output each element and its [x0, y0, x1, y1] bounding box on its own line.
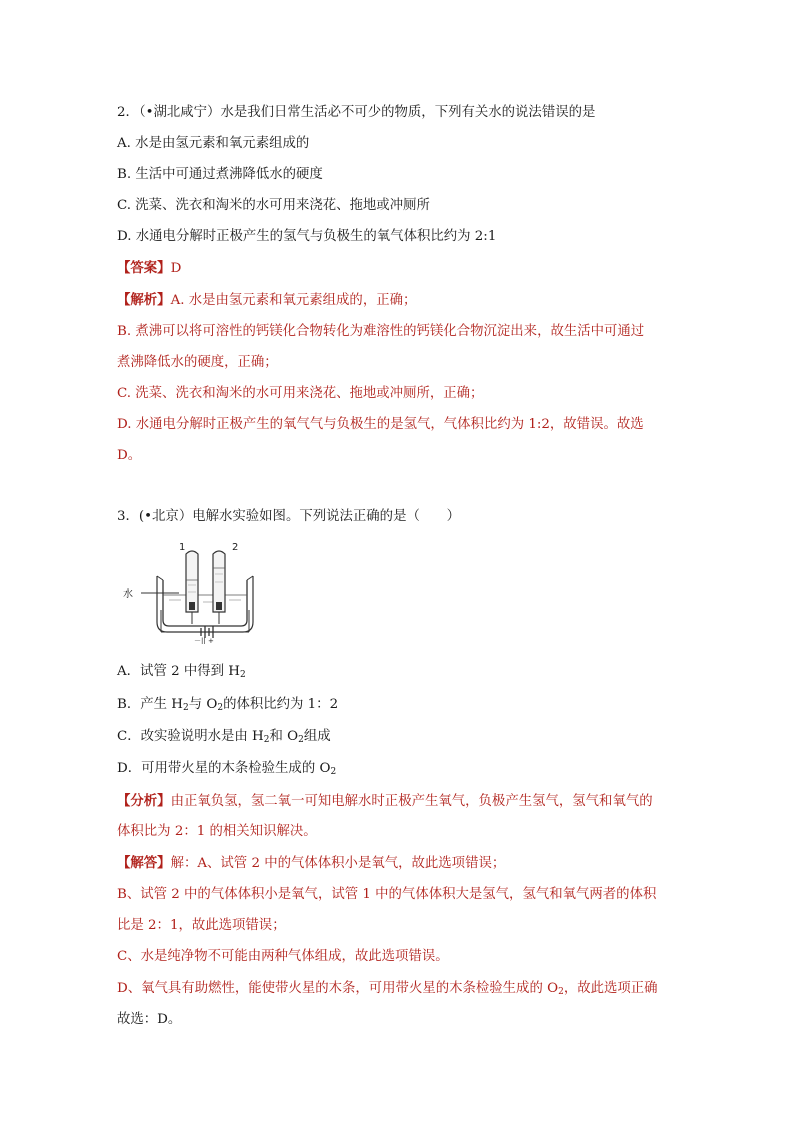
q3-option-c: [117, 727, 331, 750]
q3-option-c-suffix: 组成: [303, 729, 331, 744]
q3-option-b-mid: 与 O: [188, 697, 218, 712]
fenxi-label: 【分析】: [117, 793, 171, 809]
q3-jieda-line-1: [117, 853, 505, 874]
q3-jieda-b-line-2: 比是 2：1，故此选项错误；: [117, 918, 286, 933]
q2-option-b: B. 生活中可通过煮沸降低水的硬度: [117, 167, 323, 182]
q3-option-a: [117, 662, 246, 685]
q2-answer: [117, 258, 181, 279]
q3-fenxi-line-1: [117, 791, 653, 812]
battery-label: －|| +: [194, 637, 214, 644]
q2-option-d: D. 水通电分解时正极产生的氢气与负极生的氧气体积比约为 2:1: [117, 229, 497, 244]
analysis-label: 【解析】: [117, 292, 171, 308]
q2-analysis-line-1: [117, 290, 416, 311]
answer-label: 【答案】: [117, 260, 171, 276]
electrolysis-diagram: [117, 540, 269, 644]
jieda-d-text: D、氧气具有助燃性，能使带火星的木条，可用带火星的木条检验生成的 O: [117, 981, 559, 996]
subscript: 2: [239, 670, 246, 680]
q2-option-a: A. 水是由氢元素和氧元素组成的: [117, 136, 310, 151]
jieda-text: 解：A、试管 2 中的气体体积小是氧气，故此选项错误；: [170, 856, 506, 871]
jieda-label: 【解答】: [117, 855, 171, 871]
q3-option-c-mid: 和 O: [269, 729, 299, 744]
subscript: 2: [330, 767, 337, 777]
q3-fenxi-line-2: 体积比为 2：1 的相关知识解决。: [117, 824, 317, 839]
subscript: 2: [217, 703, 224, 713]
q2-stem: 2．（•湖北咸宁）水是我们日常生活必不可少的物质，下列有关水的说法错误的是: [117, 105, 596, 120]
subscript: 2: [558, 987, 564, 997]
tube-2-label: 2: [232, 542, 239, 553]
q2-analysis-line-3: 煮沸降低水的硬度，正确；: [117, 355, 278, 370]
q3-option-b: [117, 695, 338, 718]
q3-stem: 3．(•北京）电解水实验如图。下列说法正确的是（ ）: [117, 509, 461, 524]
q3-option-d: [117, 759, 336, 782]
subscript: 2: [263, 735, 270, 745]
tube-1-label: 1: [179, 542, 186, 553]
q2-analysis-line-6: D。: [117, 448, 142, 463]
q3-jieda-b-line-1: B、试管 2 中的气体体积小是氧气，试管 1 中的气体体积大是氢气，氢气和氧气两者的体积: [117, 887, 657, 902]
q3-conclusion: 故选：D。: [117, 1012, 182, 1027]
q2-option-c: C. 洗菜、洗衣和淘米的水可用来浇花、拖地或冲厕所: [117, 198, 430, 213]
answer-value: D: [170, 261, 182, 276]
subscript: 2: [182, 703, 189, 713]
subscript: 2: [298, 735, 304, 745]
fenxi-text: 由正氧负氢，氢二氧一可知电解水时正极产生氧气，负极产生氢气，氢气和氧气的: [170, 794, 653, 809]
analysis-text: A. 水是由氢元素和氧元素组成的，正确；: [170, 293, 417, 308]
q3-option-b-text: B．产生 H: [117, 697, 183, 712]
q3-option-d-text: D．可用带火星的木条检验生成的 O: [117, 761, 331, 776]
q3-option-b-suffix: 的体积比约为 1：2: [223, 697, 339, 712]
water-label: 水: [123, 589, 133, 600]
electrolysis-apparatus-figure: [117, 540, 269, 644]
q3-option-a-text: A．试管 2 中得到 H: [117, 664, 240, 679]
q2-analysis-line-4: C. 洗菜、洗衣和淘米的水可用来浇花、拖地或冲厕所，正确；: [117, 386, 484, 401]
jieda-d-suffix: ，故此选项正确: [563, 981, 658, 996]
q2-analysis-line-5: D. 水通电分解时正极产生的氧气气与负极生的是氢气，气体积比约为 1:2，故错误。故选: [117, 417, 644, 432]
q2-analysis-line-2: B. 煮沸可以将可溶性的钙镁化合物转化为难溶性的钙镁化合物沉淀出来，故生活中可通过: [117, 324, 645, 339]
q3-jieda-d: [117, 979, 658, 1002]
q3-jieda-c: C、水是纯净物不可能由两种气体组成，故此选项错误。: [117, 949, 449, 964]
q3-option-c-text: C．改实验说明水是由 H: [117, 729, 264, 744]
